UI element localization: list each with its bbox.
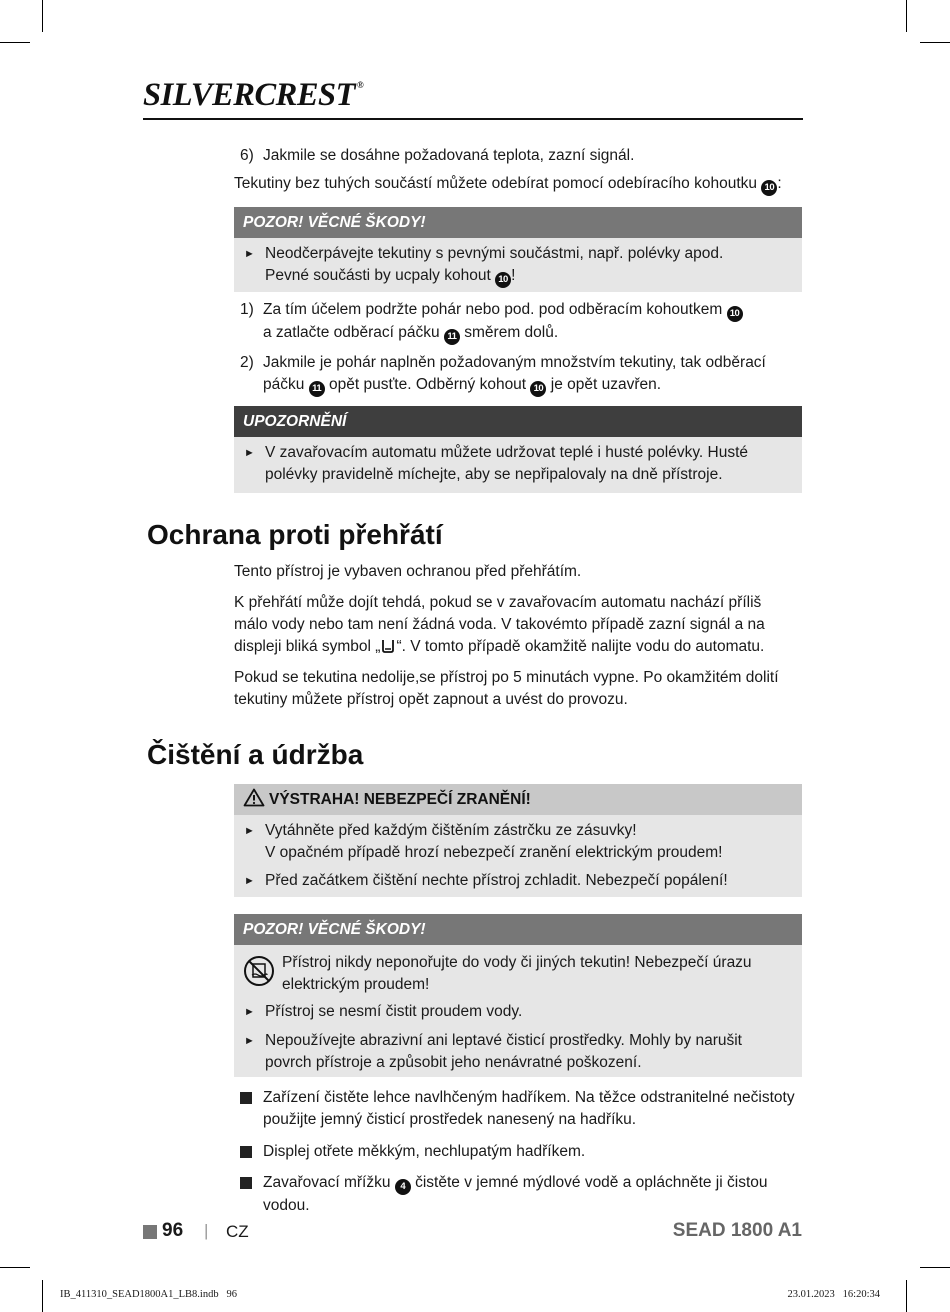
arrow-bullet-icon: ►	[244, 1006, 255, 1018]
paragraph-text: displeji bliká symbol „	[234, 638, 381, 655]
ref-number-10: 10	[727, 306, 743, 322]
crop-mark	[906, 0, 907, 32]
paragraph-text: “. V tomto případě okamžitě nalijte vodu do automatu.	[396, 638, 765, 655]
paragraph-line: K přehřátí může dojít tehdá, pokud se v zavařovacím automatu nachází příliš	[234, 594, 762, 611]
crop-mark	[906, 1280, 907, 1312]
list-item	[240, 1172, 806, 1217]
header-rule	[143, 118, 803, 120]
brand-logo	[143, 74, 365, 115]
bullet-item	[244, 820, 792, 864]
step-number: 6)	[240, 147, 254, 164]
warning-triangle-icon	[243, 788, 265, 807]
square-bullet-icon	[240, 1092, 252, 1104]
step-text: Jakmile se dosáhne požadovaná teplota, zazní signál.	[263, 147, 635, 164]
paragraph-line: tekutiny můžete přístroj opět zapnout a uvést do provozu.	[234, 691, 628, 708]
silvercrest-wordmark	[143, 74, 365, 110]
bullet-item	[244, 870, 792, 892]
bullet-text-part: Pevné součásti by ucpaly kohout	[265, 267, 491, 284]
note-body	[234, 437, 802, 493]
square-bullet-icon	[240, 1177, 252, 1189]
step-number: 2)	[240, 354, 254, 371]
page-number: 96	[162, 1220, 184, 1241]
step-text	[240, 299, 800, 345]
registered-mark: ®	[357, 80, 364, 90]
crop-mark	[0, 1267, 30, 1268]
bullet-text: V opačném případě hrozí nebezpečí zranění elektrickým proudem!	[265, 844, 723, 861]
paragraph-line: Pokud se tekutina nedolije,se přístroj po 5 minutách vypne. Po okamžitém dolití	[234, 669, 779, 686]
warning-title: VÝSTRAHA! NEBEZPEČÍ ZRANĚNÍ!	[269, 791, 531, 808]
ref-number-4: 4	[395, 1179, 411, 1195]
caution-body	[234, 945, 802, 1077]
warning-header	[234, 784, 802, 815]
no-immersion-item	[244, 952, 792, 996]
step-6	[240, 145, 800, 167]
no-immersion-icon	[243, 955, 275, 987]
crop-mark	[0, 42, 30, 43]
crop-mark	[42, 0, 43, 32]
step-text-part: Jakmile je pohár naplněn požadovaným množstvím tekutiny, tak odběrací	[263, 354, 766, 371]
bullet-text: Neodčerpávejte tekutiny s pevnými součástmi, např. polévky apod.	[265, 245, 724, 262]
paragraph	[234, 592, 804, 658]
bullet-text: Nepoužívejte abrazivní ani leptavé čisticí prostředky. Mohly by narušit	[265, 1032, 742, 1049]
step-text-part: je opět uzavřen.	[550, 376, 662, 393]
paragraph	[234, 667, 804, 711]
language-code: CZ	[226, 1222, 249, 1241]
crop-mark	[920, 1267, 950, 1268]
step-text-part: a zatlačte odběrací páčku	[263, 324, 440, 341]
crop-mark	[42, 1280, 43, 1312]
section-heading-cleaning: Čištění a údržba	[147, 739, 364, 770]
list-text-part: Zavařovací mřížku	[263, 1174, 391, 1191]
bullet-item	[244, 1001, 792, 1023]
ref-number-10: 10	[495, 272, 511, 288]
slug-date: 23.01.2023 16:20:34	[787, 1289, 880, 1300]
caution-body	[234, 238, 802, 292]
bullet-text-part: !	[511, 267, 516, 284]
slug-filename: IB_411310_SEAD1800A1_LB8.indb 96	[60, 1289, 237, 1300]
step-text	[240, 352, 800, 397]
list-text: použijte jemný čisticí prostředek nanesený na hadříku.	[263, 1111, 637, 1128]
step-number: 1)	[240, 301, 254, 318]
crop-mark	[920, 42, 950, 43]
note-header: UPOZORNĚNÍ	[234, 406, 802, 437]
bullet-text: V zavařovacím automatu můžete udržovat teplé i husté polévky. Husté	[265, 444, 749, 461]
bullet-item	[244, 442, 792, 486]
caution-header: POZOR! VĚCNÉ ŠKODY!	[234, 207, 802, 238]
list-text-part: čistěte v jemné mýdlové vodě a opláchněte ji čistou vodou.	[263, 1174, 768, 1214]
list-text: Zařízení čistěte lehce navlhčeným hadříkem. Na těžce odstranitelné nečistoty	[263, 1089, 795, 1106]
paragraph: Tento přístroj je vybaven ochranou před přehřátím.	[234, 563, 582, 580]
bullet-text: Vytáhněte před každým čištěním zástrčku ze zásuvky!	[265, 822, 637, 839]
bullet-text: Přístroj nikdy neponořujte do vody či jiných tekutin! Nebezpečí úrazu	[282, 954, 752, 971]
caution-header: POZOR! VĚCNÉ ŠKODY!	[234, 914, 802, 945]
water-tank-empty-icon	[381, 638, 395, 654]
step-2	[240, 352, 800, 397]
intro-text: Tekutiny bez tuhých součástí můžete odebírat pomocí odebíracího kohoutku	[234, 175, 758, 192]
bullet-item	[244, 243, 792, 288]
intro-tap-paragraph	[234, 173, 804, 196]
footer-square-icon	[143, 1225, 157, 1239]
ref-number-10: 10	[761, 180, 777, 196]
list-text	[263, 1172, 806, 1217]
intro-colon: :	[777, 175, 782, 192]
ref-number-11: 11	[309, 381, 325, 397]
ref-number-10: 10	[530, 381, 546, 397]
list-item	[240, 1087, 806, 1131]
arrow-bullet-icon: ►	[244, 1035, 255, 1047]
list-text: Displej otřete měkkým, nechlupatým hadříkem.	[263, 1143, 586, 1160]
arrow-bullet-icon: ►	[244, 825, 255, 837]
arrow-bullet-icon: ►	[244, 447, 255, 459]
arrow-bullet-icon: ►	[244, 875, 255, 887]
bullet-text: Přístroj se nesmí čistit proudem vody.	[265, 1003, 523, 1020]
bullet-text: povrch přístroje a způsobit jeho nenávratné poškození.	[265, 1054, 642, 1071]
step-text-part: Za tím účelem podržte pohár nebo pod. pod odběracím kohoutkem	[263, 301, 723, 318]
step-text-part: páčku	[263, 376, 305, 393]
paragraph-line: málo vody nebo tam není žádná voda. V takovémto případě zazní signál a na	[234, 616, 765, 633]
paragraph-line	[234, 636, 804, 658]
svg-text:SILVERCREST: SILVERCREST	[143, 77, 358, 110]
arrow-bullet-icon: ►	[244, 248, 255, 260]
bullet-text: elektrickým proudem!	[282, 976, 430, 993]
step-text-part: směrem dolů.	[464, 324, 559, 341]
bullet-text: Před začátkem čištění nechte přístroj zchladit. Nebezpečí popálení!	[265, 872, 728, 889]
model-name: SEAD 1800 A1	[672, 1220, 802, 1241]
square-bullet-icon	[240, 1146, 252, 1158]
step-1	[240, 299, 800, 345]
footer-separator: |	[204, 1221, 209, 1240]
step-text-part: opět pusťte. Odběrný kohout	[329, 376, 527, 393]
section-heading-overheat: Ochrana proti přehřátí	[147, 519, 443, 550]
bullet-item	[244, 1030, 792, 1074]
bullet-text: polévky pravidelně míchejte, aby se nepřipalovaly na dně přístroje.	[265, 466, 723, 483]
list-item	[240, 1141, 806, 1163]
bullet-text	[265, 265, 792, 288]
warning-body	[234, 815, 802, 897]
ref-number-11: 11	[444, 329, 460, 345]
